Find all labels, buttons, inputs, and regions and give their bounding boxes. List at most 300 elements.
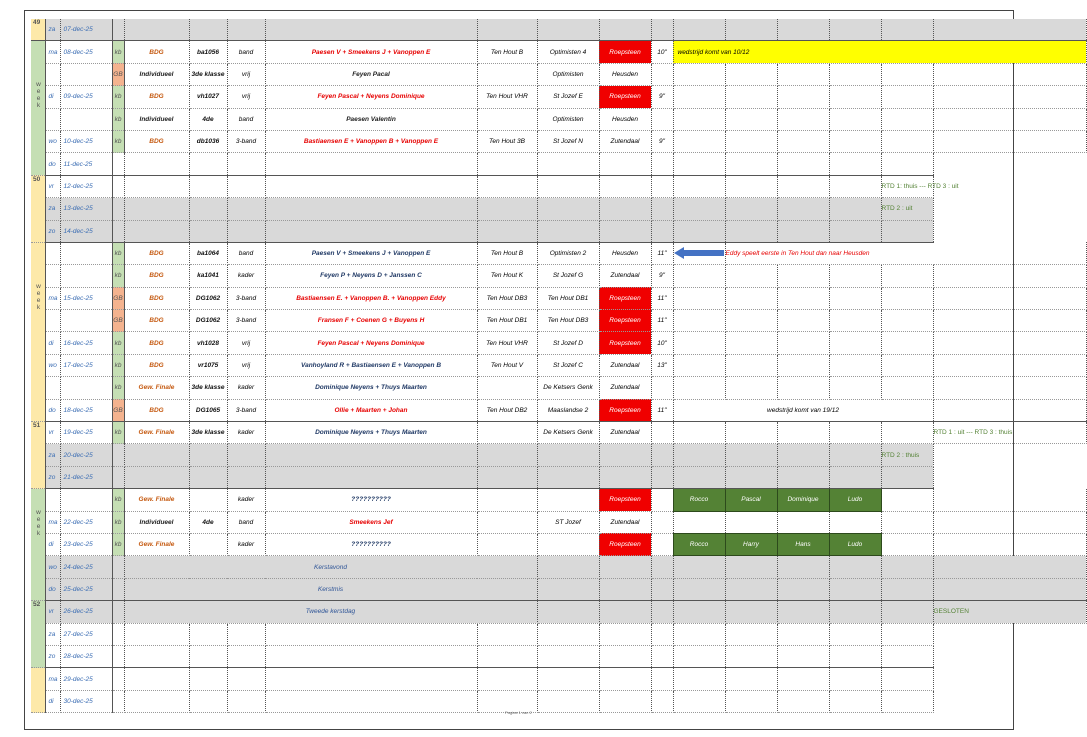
- player-cell: Ludo: [829, 489, 881, 511]
- table-row: [31, 130, 1086, 152]
- player-cell: Rocco: [673, 533, 725, 555]
- table-cell: vrij: [227, 354, 265, 376]
- table-cell: [725, 86, 777, 108]
- table-cell: wedstrijd komt van 19/12: [673, 399, 933, 421]
- table-cell: [673, 130, 725, 152]
- table-cell: [777, 287, 829, 309]
- table-cell: za: [45, 444, 60, 466]
- table-cell: kb: [112, 332, 124, 354]
- table-cell: [651, 690, 673, 712]
- table-cell: [777, 63, 829, 85]
- table-cell: kb: [112, 108, 124, 130]
- table-cell: [725, 645, 777, 667]
- table-cell: [651, 601, 673, 623]
- table-cell: Roepsteen: [599, 310, 651, 332]
- table-cell: [725, 175, 777, 197]
- table-cell: ??????????: [265, 489, 477, 511]
- table-cell: [124, 623, 189, 645]
- table-cell: [599, 645, 651, 667]
- table-cell: [651, 63, 673, 85]
- table-cell: [829, 310, 881, 332]
- table-cell: Roepsteen: [599, 86, 651, 108]
- table-cell: za: [45, 19, 60, 41]
- table-cell: [777, 265, 829, 287]
- table-cell: [673, 623, 725, 645]
- table-cell: [933, 130, 1086, 152]
- table-cell: di: [45, 332, 60, 354]
- table-cell: [537, 623, 599, 645]
- table-cell: [725, 153, 777, 175]
- table-cell: [112, 578, 124, 600]
- table-cell: GESLOTEN: [933, 601, 1086, 623]
- table-cell: [673, 63, 725, 85]
- table-cell: [829, 444, 881, 466]
- schedule-grid: [31, 19, 1036, 713]
- table-cell: Maaslandse 2: [537, 399, 599, 421]
- table-cell: [265, 19, 477, 41]
- table-cell: week: [31, 242, 45, 421]
- table-cell: [933, 354, 1086, 376]
- table-cell: [227, 153, 265, 175]
- week-label: week: [31, 41, 45, 175]
- table-cell: [673, 668, 725, 690]
- table-cell: [725, 556, 777, 578]
- table-cell: [725, 623, 777, 645]
- table-cell: [673, 220, 725, 242]
- table-cell: zo: [45, 645, 60, 667]
- table-cell: 11": [651, 310, 673, 332]
- table-row: [31, 108, 1086, 130]
- table-cell: [651, 153, 673, 175]
- table-cell: kb: [112, 489, 124, 511]
- table-cell: 17-dec-25: [60, 354, 112, 376]
- table-cell: 13-dec-25: [60, 198, 112, 220]
- table-cell: [933, 377, 1086, 399]
- table-cell: Roepsteen: [599, 533, 651, 555]
- table-cell: Roepsteen: [599, 332, 651, 354]
- table-cell: 4de: [189, 511, 227, 533]
- table-cell: [777, 310, 829, 332]
- table-cell: De Ketsers Genk: [537, 377, 599, 399]
- table-row: [31, 198, 1086, 220]
- table-cell: [673, 265, 725, 287]
- table-cell: [537, 489, 599, 511]
- table-cell: vr: [45, 422, 60, 444]
- table-cell: [651, 533, 673, 555]
- table-row: [31, 511, 1086, 533]
- table-cell: 3de klasse: [189, 63, 227, 85]
- table-cell: [599, 668, 651, 690]
- table-cell: [537, 533, 599, 555]
- table-cell: [537, 668, 599, 690]
- table-cell: vrij: [227, 332, 265, 354]
- table-cell: 9": [651, 86, 673, 108]
- table-cell: [673, 332, 725, 354]
- table-cell: [881, 466, 933, 488]
- table-cell: [45, 242, 60, 264]
- table-cell: Paesen Valentin: [265, 108, 477, 130]
- table-cell: Ten Hout B: [477, 242, 537, 264]
- table-cell: GB: [112, 63, 124, 85]
- table-cell: 11": [651, 242, 673, 264]
- table-cell: St Jozef N: [537, 130, 599, 152]
- note-highlight: wedstrijd komt van 10/12: [673, 41, 1086, 63]
- table-cell: Optimisten 2: [537, 242, 599, 264]
- table-cell: vh1028: [189, 332, 227, 354]
- table-cell: [477, 489, 537, 511]
- table-cell: 11": [651, 399, 673, 421]
- table-cell: [227, 668, 265, 690]
- table-cell: [777, 332, 829, 354]
- table-row: [31, 533, 1086, 555]
- table-cell: kb: [112, 265, 124, 287]
- table-cell: vh1027: [189, 86, 227, 108]
- table-cell: Kerstmis: [124, 578, 537, 600]
- table-row: [31, 265, 1086, 287]
- table-cell: [651, 645, 673, 667]
- table-cell: [725, 265, 777, 287]
- table-cell: [673, 153, 725, 175]
- table-cell: 12-dec-25: [60, 175, 112, 197]
- table-cell: [189, 489, 227, 511]
- table-cell: zo: [45, 466, 60, 488]
- table-cell: [124, 19, 189, 41]
- table-cell: [881, 332, 933, 354]
- table-cell: GB: [112, 310, 124, 332]
- table-cell: Feyen Pascal + Neyens Dominique: [265, 332, 477, 354]
- table-cell: DG1062: [189, 310, 227, 332]
- table-cell: [477, 377, 537, 399]
- table-cell: [45, 108, 60, 130]
- table-cell: za: [45, 198, 60, 220]
- table-cell: DG1065: [189, 399, 227, 421]
- player-cell: Rocco: [673, 489, 725, 511]
- table-cell: [651, 556, 673, 578]
- table-cell: [673, 19, 725, 41]
- table-cell: [829, 108, 881, 130]
- table-cell: [599, 601, 651, 623]
- table-row: [31, 399, 1086, 421]
- table-cell: [189, 623, 227, 645]
- table-cell: 21-dec-25: [60, 466, 112, 488]
- table-cell: [933, 578, 1086, 600]
- table-cell: [829, 265, 881, 287]
- table-cell: [725, 220, 777, 242]
- table-cell: [725, 198, 777, 220]
- table-cell: Gew. Finale: [124, 489, 189, 511]
- table-cell: kader: [227, 489, 265, 511]
- table-cell: do: [45, 153, 60, 175]
- table-cell: [124, 645, 189, 667]
- table-cell: Ten Hout VHR: [477, 332, 537, 354]
- table-row: [31, 153, 1086, 175]
- table-row: [31, 422, 1086, 444]
- table-cell: Fransen F + Coenen G + Buyens H: [265, 310, 477, 332]
- table-cell: kb: [112, 511, 124, 533]
- table-cell: [673, 310, 725, 332]
- table-cell: [477, 466, 537, 488]
- table-cell: [227, 466, 265, 488]
- table-cell: [829, 578, 881, 600]
- table-cell: Ten Hout V: [477, 354, 537, 376]
- table-cell: [537, 601, 599, 623]
- table-cell: [265, 645, 477, 667]
- table-cell: [112, 198, 124, 220]
- table-cell: [599, 690, 651, 712]
- table-cell: [189, 198, 227, 220]
- table-cell: [725, 377, 777, 399]
- table-cell: [124, 690, 189, 712]
- table-cell: [651, 422, 673, 444]
- table-cell: [777, 645, 829, 667]
- table-cell: [933, 332, 1086, 354]
- table-cell: Ten Hout DB1: [477, 310, 537, 332]
- table-cell: [599, 466, 651, 488]
- table-cell: [651, 108, 673, 130]
- table-cell: 10": [651, 332, 673, 354]
- week-number: 49: [31, 19, 45, 41]
- table-cell: [477, 175, 537, 197]
- table-cell: Gew. Finale: [124, 422, 189, 444]
- table-cell: Optimisten: [537, 63, 599, 85]
- table-cell: [265, 198, 477, 220]
- table-row: [31, 242, 1086, 264]
- table-row: [31, 489, 1086, 511]
- table-cell: [777, 198, 829, 220]
- table-cell: [881, 690, 933, 712]
- table-cell: Smeekens Jef: [265, 511, 477, 533]
- table-cell: [829, 466, 881, 488]
- table-cell: St Jozef C: [537, 354, 599, 376]
- table-cell: [673, 175, 725, 197]
- table-cell: band: [227, 242, 265, 264]
- table-cell: kader: [227, 265, 265, 287]
- table-cell: [651, 175, 673, 197]
- table-cell: 51: [31, 422, 45, 489]
- left-arrow-icon: [673, 242, 725, 264]
- table-cell: [673, 601, 725, 623]
- table-cell: Paesen V + Smeekens J + Vanoppen E: [265, 242, 477, 264]
- table-cell: [933, 19, 1086, 41]
- table-cell: [933, 287, 1086, 309]
- table-cell: Zutendaal: [599, 377, 651, 399]
- table-cell: Paesen V + Smeekens J + Vanoppen E: [265, 41, 477, 63]
- table-cell: [725, 690, 777, 712]
- table-cell: [673, 198, 725, 220]
- table-cell: Optimisten: [537, 108, 599, 130]
- table-cell: 08-dec-25: [60, 41, 112, 63]
- table-cell: [673, 444, 725, 466]
- table-cell: ba1056: [189, 41, 227, 63]
- table-cell: [673, 556, 725, 578]
- table-cell: [829, 422, 881, 444]
- table-cell: RTD 1 : uit --- RTD 3 : thuis: [933, 422, 1086, 444]
- table-cell: [725, 130, 777, 152]
- table-cell: za: [45, 623, 60, 645]
- table-cell: Feyen Pacal: [265, 63, 477, 85]
- table-cell: Bastiaensen E. + Vanoppen B. + Vanoppen Eddy: [265, 287, 477, 309]
- table-cell: [124, 220, 189, 242]
- table-cell: [112, 623, 124, 645]
- table-row: [31, 86, 1086, 108]
- player-cell: Hans: [777, 533, 829, 555]
- table-cell: [227, 645, 265, 667]
- player-cell: Harry: [725, 533, 777, 555]
- table-cell: Roepsteen: [599, 41, 651, 63]
- table-cell: ma: [45, 511, 60, 533]
- table-cell: [112, 19, 124, 41]
- table-cell: vr: [45, 175, 60, 197]
- table-cell: [673, 86, 725, 108]
- table-cell: [777, 422, 829, 444]
- table-cell: [265, 444, 477, 466]
- table-cell: wo: [45, 354, 60, 376]
- table-cell: ma: [45, 287, 60, 309]
- table-cell: ma: [45, 668, 60, 690]
- table-cell: [477, 645, 537, 667]
- table-cell: [881, 220, 933, 242]
- table-cell: Ten Hout 3B: [477, 130, 537, 152]
- table-cell: 10": [651, 41, 673, 63]
- table-cell: [777, 108, 829, 130]
- table-cell: week: [31, 489, 45, 601]
- table-cell: BDG: [124, 287, 189, 309]
- table-cell: [829, 175, 881, 197]
- table-cell: [537, 175, 599, 197]
- table-cell: [881, 623, 933, 645]
- table-cell: [599, 220, 651, 242]
- table-cell: [112, 690, 124, 712]
- table-cell: [599, 556, 651, 578]
- table-cell: [537, 153, 599, 175]
- table-cell: [227, 690, 265, 712]
- table-cell: [673, 354, 725, 376]
- table-cell: [725, 511, 777, 533]
- table-cell: [599, 623, 651, 645]
- table-cell: vrij: [227, 86, 265, 108]
- table-cell: ka1041: [189, 265, 227, 287]
- table-cell: [189, 645, 227, 667]
- table-cell: [933, 265, 1086, 287]
- table-cell: RTD 1: thuis --- RTD 3 : uit: [881, 175, 933, 197]
- table-cell: [881, 153, 933, 175]
- table-cell: [933, 556, 1086, 578]
- table-cell: [881, 578, 933, 600]
- table-cell: ma: [45, 41, 60, 63]
- table-cell: [881, 265, 933, 287]
- table-cell: [777, 19, 829, 41]
- table-cell: [124, 198, 189, 220]
- table-cell: [112, 466, 124, 488]
- table-cell: [881, 63, 933, 85]
- table-cell: [829, 287, 881, 309]
- table-cell: Heusden: [599, 242, 651, 264]
- table-cell: [829, 63, 881, 85]
- table-cell: [60, 489, 112, 511]
- table-cell: [537, 556, 599, 578]
- table-cell: [881, 601, 933, 623]
- table-cell: Zutendaal: [599, 130, 651, 152]
- table-cell: GB: [112, 287, 124, 309]
- table-cell: 3de klasse: [189, 377, 227, 399]
- table-cell: [599, 198, 651, 220]
- table-row: [31, 668, 1086, 690]
- table-cell: vr1075: [189, 354, 227, 376]
- table-cell: St Jozef D: [537, 332, 599, 354]
- table-cell: [265, 153, 477, 175]
- table-cell: [725, 444, 777, 466]
- table-cell: [777, 556, 829, 578]
- table-cell: Vanhoyland R + Bastiaensen E + Vanoppen B: [265, 354, 477, 376]
- table-cell: ??????????: [265, 533, 477, 555]
- table-cell: 20-dec-25: [60, 444, 112, 466]
- table-cell: kader: [227, 533, 265, 555]
- table-cell: RTD 2 : thuis: [881, 444, 933, 466]
- table-cell: [651, 220, 673, 242]
- table-cell: [777, 623, 829, 645]
- table-cell: BDG: [124, 86, 189, 108]
- table-cell: Ollie + Maarten + Johan: [265, 399, 477, 421]
- table-cell: [537, 198, 599, 220]
- table-cell: Roepsteen: [599, 489, 651, 511]
- table-row: [31, 287, 1086, 309]
- table-cell: [673, 511, 725, 533]
- table-cell: [725, 601, 777, 623]
- table-cell: BDG: [124, 41, 189, 63]
- table-cell: Ten Hout DB2: [477, 399, 537, 421]
- table-cell: [45, 489, 60, 511]
- table-cell: [829, 354, 881, 376]
- table-cell: [881, 287, 933, 309]
- table-cell: 9": [651, 265, 673, 287]
- table-cell: 28-dec-25: [60, 645, 112, 667]
- table-cell: [651, 377, 673, 399]
- table-cell: [537, 19, 599, 41]
- table-cell: band: [227, 108, 265, 130]
- table-cell: GB: [112, 399, 124, 421]
- table-cell: [829, 690, 881, 712]
- table-cell: [673, 108, 725, 130]
- table-row: [31, 63, 1086, 85]
- table-cell: [227, 175, 265, 197]
- table-cell: [45, 310, 60, 332]
- table-cell: [777, 601, 829, 623]
- table-cell: [881, 377, 933, 399]
- table-cell: 29-dec-25: [60, 668, 112, 690]
- table-row: [31, 175, 1086, 197]
- table-cell: 3-band: [227, 130, 265, 152]
- table-cell: Dominique Neyens + Thuys Maarten: [265, 377, 477, 399]
- table-cell: [881, 422, 933, 444]
- table-cell: [477, 533, 537, 555]
- table-cell: do: [45, 578, 60, 600]
- table-cell: [537, 578, 599, 600]
- table-cell: Eddy speelt eerste in Ten Hout dan naar Heusden: [725, 242, 1086, 264]
- table-row: [31, 354, 1086, 376]
- table-cell: kb: [112, 354, 124, 376]
- table-cell: kb: [112, 86, 124, 108]
- table-cell: 3-band: [227, 310, 265, 332]
- table-cell: [829, 198, 881, 220]
- table-cell: [777, 466, 829, 488]
- table-cell: [829, 86, 881, 108]
- table-cell: 30-dec-25: [60, 690, 112, 712]
- player-cell: Pascal: [725, 489, 777, 511]
- table-cell: [829, 623, 881, 645]
- player-cell: Dominique: [777, 489, 829, 511]
- table-cell: [725, 668, 777, 690]
- table-cell: di: [45, 86, 60, 108]
